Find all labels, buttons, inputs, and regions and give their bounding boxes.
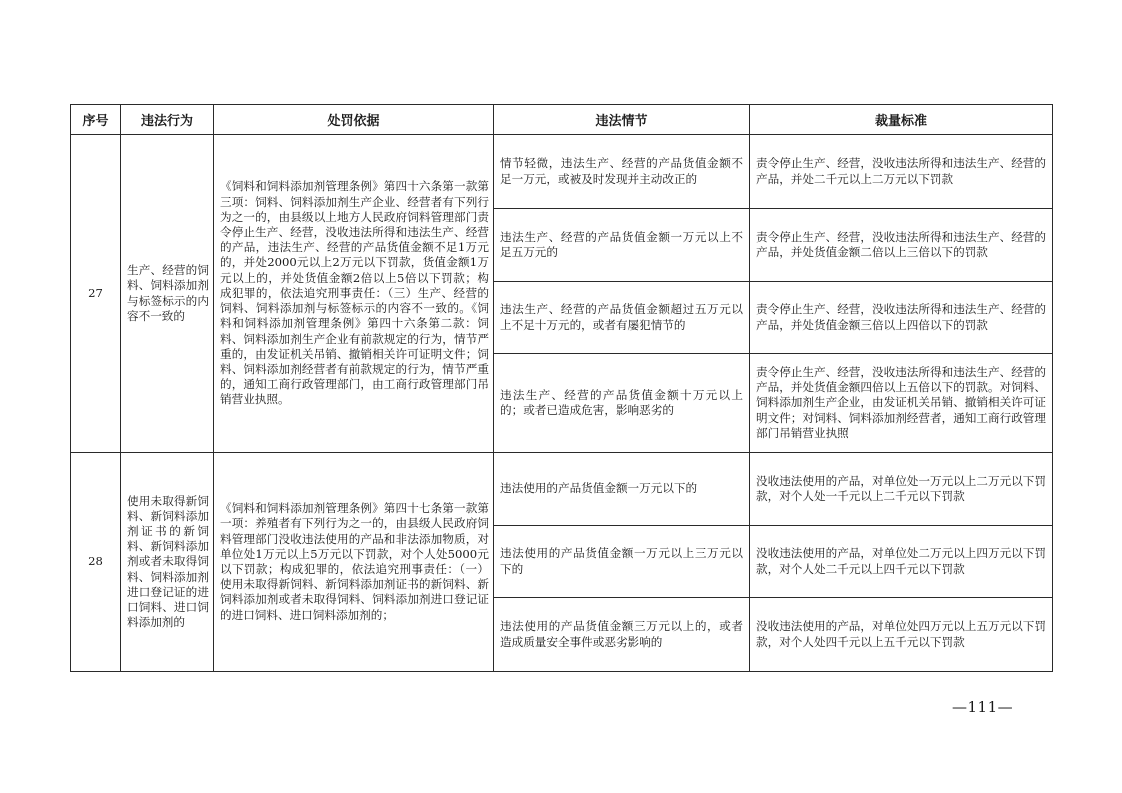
standard-cell: 责令停止生产、经营，没收违法所得和违法生产、经营的产品，并处货值金额四倍以上五倍以下的罚款。对饲料、饲料添加剂生产企业，由发证机关吊销、撤销相关许可证明文件；对饲料、饲料添加剂经营者，通知工商行政管理部门吊销营业执照 xyxy=(750,354,1053,453)
standard-cell: 没收违法使用的产品，对单位处二万元以上四万元以下罚款，对个人处二千元以上四千元以下罚款 xyxy=(750,526,1053,598)
basis-cell: 《饲料和饲料添加剂管理条例》第四十七条第一款第一项：养殖者有下列行为之一的，由县级人民政府饲料管理部门没收违法使用的产品和非法添加物质，对单位处1万元以上5万元以下罚款，对个人处5000元以下罚款；构成犯罪的，依法追究刑事责任：（一）使用未取得新饲料、新饲料添加剂证书的新饲料、新饲料添加剂或者未取得饲料、饲料添加剂进口登记证的进口饲料、进口饲料添加剂的； xyxy=(214,453,494,672)
circumstance-cell: 违法生产、经营的产品货值金额一万元以上不足五万元的 xyxy=(494,209,750,282)
header-row xyxy=(71,105,1053,135)
table-row xyxy=(71,135,1053,209)
col-header-no: 序号 xyxy=(71,105,121,135)
circumstance-cell: 违法生产、经营的产品货值金额十万元以上的；或者已造成危害，影响恶劣的 xyxy=(494,354,750,453)
row-number: 27 xyxy=(71,135,121,453)
col-header-basis: 处罚依据 xyxy=(214,105,494,135)
standard-cell: 责令停止生产、经营，没收违法所得和违法生产、经营的产品，并处货值金额二倍以上三倍以下的罚款 xyxy=(750,209,1053,282)
standard-cell: 责令停止生产、经营，没收违法所得和违法生产、经营的产品，并处二千元以上二万元以下罚款 xyxy=(750,135,1053,209)
violation-cell: 使用未取得新饲料、新饲料添加剂证书的新饲料、新饲料添加剂或者未取得饲料、饲料添加剂进口登记证的进口饲料、进口饲料添加剂的 xyxy=(121,453,214,672)
circumstance-cell: 情节轻微，违法生产、经营的产品货值金额不足一万元，或被及时发现并主动改正的 xyxy=(494,135,750,209)
circumstance-cell: 违法使用的产品货值金额一万元以上三万元以下的 xyxy=(494,526,750,598)
penalty-table xyxy=(70,104,1053,672)
circumstance-cell: 违法使用的产品货值金额一万元以下的 xyxy=(494,453,750,526)
row-number: 28 xyxy=(71,453,121,672)
circumstance-cell: 违法使用的产品货值金额三万元以上的，或者造成质量安全事件或恶劣影响的 xyxy=(494,598,750,672)
standard-cell: 没收违法使用的产品，对单位处一万元以上二万元以下罚款，对个人处一千元以上二千元以下罚款 xyxy=(750,453,1053,526)
basis-cell: 《饲料和饲料添加剂管理条例》第四十六条第一款第三项：饲料、饲料添加剂生产企业、经营者有下列行为之一的，由县级以上地方人民政府饲料管理部门责令停止生产、经营，没收违法所得和违法生产、经营的产品，违法生产、经营的产品货值金额不足1万元的，并处2000元以上2万元以下罚款，货值金额1万元以上的，并处货值金额2倍以上5倍以下罚款；构成犯罪的，依法追究刑事责任：（三）生产、经营的饲料、饲料添加剂与标签标示的内容不一致的。《饲料和饲料添加剂管理条例》第四十六条第二款：饲料、饲料添加剂生产企业有前款规定的行为，情节严重的，由发证机关吊销、撤销相关许可证明文件；饲料、饲料添加剂经营者有前款规定的行为，情节严重的，通知工商行政管理部门，由工商行政管理部门吊销营业执照。 xyxy=(214,135,494,453)
col-header-violation: 违法行为 xyxy=(121,105,214,135)
page-number: —111— xyxy=(952,698,1014,716)
standard-cell: 没收违法使用的产品，对单位处四万元以上五万元以下罚款，对个人处四千元以上五千元以下罚款 xyxy=(750,598,1053,672)
col-header-circumstance: 违法情节 xyxy=(494,105,750,135)
standard-cell: 责令停止生产、经营，没收违法所得和违法生产、经营的产品，并处货值金额三倍以上四倍以下的罚款 xyxy=(750,282,1053,354)
table-row xyxy=(71,453,1053,526)
violation-cell: 生产、经营的饲料、饲料添加剂与标签标示的内容不一致的 xyxy=(121,135,214,453)
col-header-standard: 裁量标准 xyxy=(750,105,1053,135)
circumstance-cell: 违法生产、经营的产品货值金额超过五万元以上不足十万元的，或者有屡犯情节的 xyxy=(494,282,750,354)
